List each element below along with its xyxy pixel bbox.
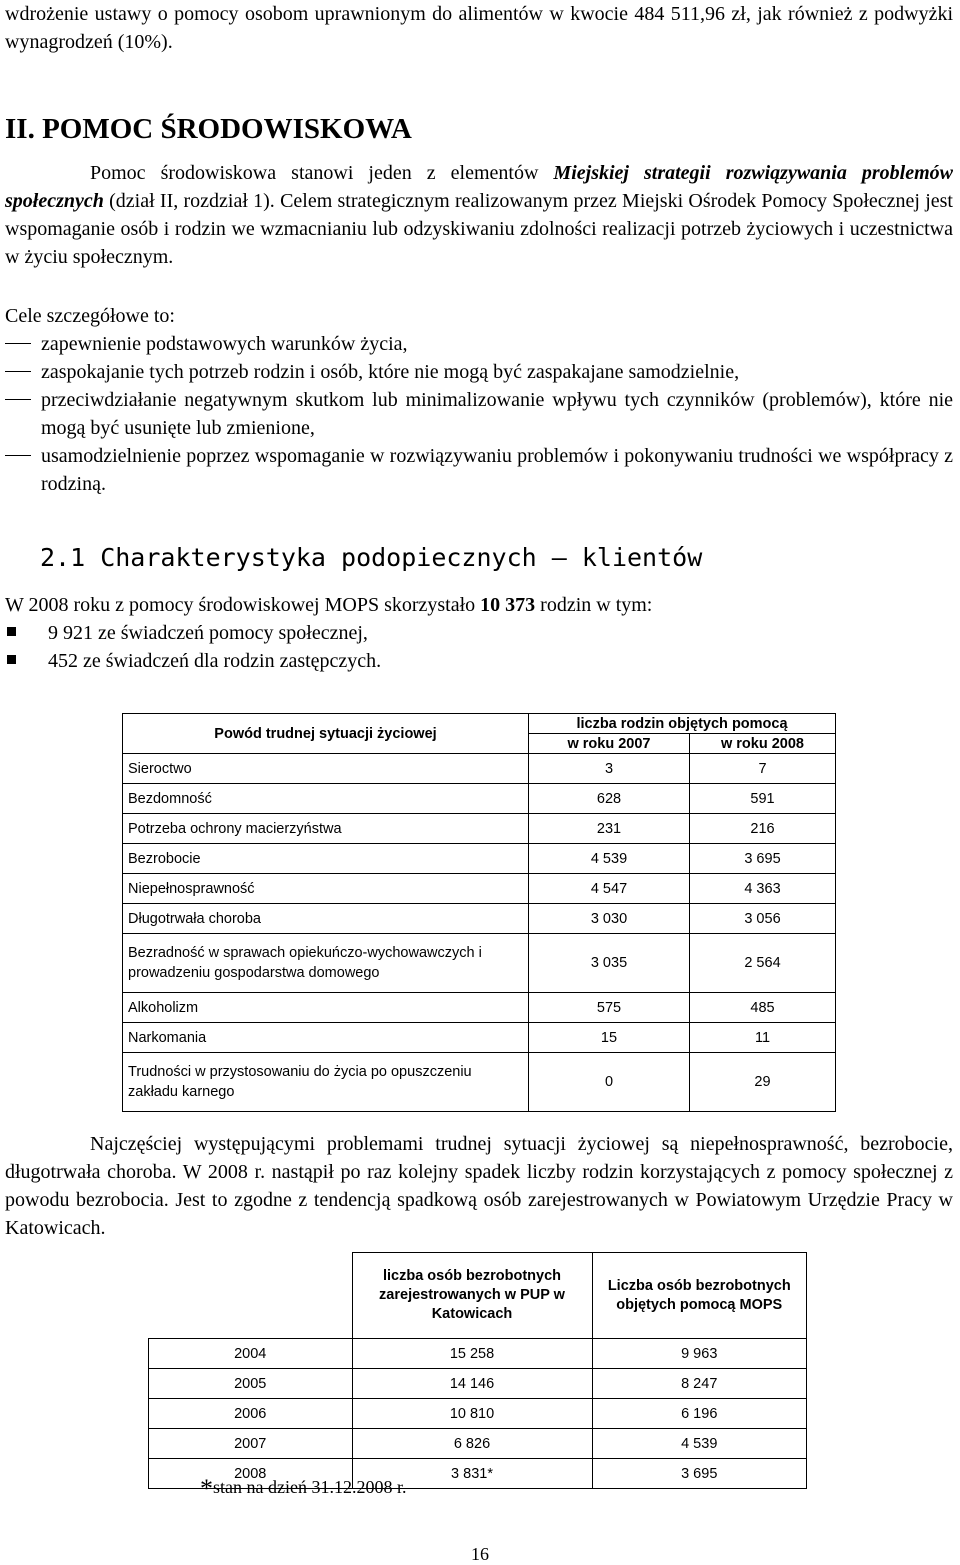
col-header-mops: Liczba osób bezrobotnych objętych pomocą MOPS bbox=[592, 1253, 807, 1339]
value-2008-cell: 216 bbox=[690, 814, 836, 844]
table-row bbox=[123, 874, 836, 904]
value-2008-cell: 3 056 bbox=[690, 904, 836, 934]
reason-cell: Trudności w przystosowaniu do życia po opuszczeniu zakładu karnego bbox=[123, 1053, 529, 1112]
value-2008-cell: 7 bbox=[690, 754, 836, 784]
table-row bbox=[123, 993, 836, 1023]
dash-bullet-icon bbox=[5, 371, 31, 372]
p1-text-a: Pomoc środowiskowa stanowi jeden z elementów bbox=[90, 162, 554, 184]
value-2007-cell: 4 547 bbox=[529, 874, 690, 904]
reason-cell: Bezrobocie bbox=[123, 844, 529, 874]
table-row bbox=[123, 934, 836, 993]
goal-item: zaspokajanie tych potrzeb rodzin i osób, które nie mogą być zaspakajane samodzielnie, bbox=[5, 358, 953, 386]
summary-bullets bbox=[5, 619, 953, 675]
value-2007-cell: 3 030 bbox=[529, 904, 690, 934]
table-row bbox=[149, 1399, 807, 1429]
unemployment-table bbox=[148, 1252, 807, 1489]
value-2008-cell: 2 564 bbox=[690, 934, 836, 993]
reason-cell: Alkoholizm bbox=[123, 993, 529, 1023]
dash-bullet-icon bbox=[5, 455, 31, 456]
value-2007-cell: 3 bbox=[529, 754, 690, 784]
pup-cell: 15 258 bbox=[352, 1339, 592, 1369]
mops-cell: 9 963 bbox=[592, 1339, 807, 1369]
year-cell: 2004 bbox=[149, 1339, 353, 1369]
table-row bbox=[123, 1023, 836, 1053]
table-row bbox=[123, 754, 836, 784]
year-cell: 2005 bbox=[149, 1369, 353, 1399]
reason-cell: Bezradność w sprawach opiekuńczo-wychowawczych i prowadzeniu gospodarstwa domowego bbox=[123, 934, 529, 993]
section-2-paragraph bbox=[5, 159, 953, 271]
goals-intro: Cele szczegółowe to: bbox=[5, 305, 175, 327]
value-2008-cell: 4 363 bbox=[690, 874, 836, 904]
problems-paragraph: Najczęściej występującymi problemami trudnej sytuacji życiowej są niepełnosprawność, bezrobocie, długotrwała choroba. W 2008 r. nastąpił po raz kolejny spadek liczby rodzin korzystających z pomocy społecznej z powodu bezrobocia. Jest to zgodne z tendencją spadkową osób zarejestrowanych w Powiatowym Urzędzie Pracy w Katowicach. bbox=[5, 1133, 953, 1239]
mops-cell: 8 247 bbox=[592, 1369, 807, 1399]
reason-cell: Niepełnosprawność bbox=[123, 874, 529, 904]
goals-list bbox=[5, 330, 953, 498]
footnote-star: * bbox=[200, 1474, 213, 1503]
summary-line: W 2008 roku z pomocy środowiskowej MOPS skorzystało 10 373 rodzin w tym: bbox=[5, 594, 653, 616]
table-row bbox=[149, 1339, 807, 1369]
value-2008-cell: 3 695 bbox=[690, 844, 836, 874]
value-2007-cell: 4 539 bbox=[529, 844, 690, 874]
table-row bbox=[123, 784, 836, 814]
section-2-heading bbox=[5, 111, 412, 147]
footnote bbox=[200, 1475, 406, 1501]
table-row bbox=[123, 844, 836, 874]
section-2-1-heading: 2.1 Charakterystyka podopiecznych – klientów bbox=[40, 543, 703, 572]
value-2008-cell: 485 bbox=[690, 993, 836, 1023]
summary-bullet-item: 9 921 ze świadczeń pomocy społecznej, bbox=[5, 619, 953, 647]
reasons-table bbox=[122, 713, 836, 1112]
year-cell: 2007 bbox=[149, 1429, 353, 1459]
reasons-table-body bbox=[123, 754, 836, 1112]
col-header-2008: w roku 2008 bbox=[690, 734, 836, 754]
year-cell: 2006 bbox=[149, 1399, 353, 1429]
col-header-reason: Powód trudnej sytuacji życiowej bbox=[123, 714, 529, 754]
pup-cell: 3 831* bbox=[352, 1459, 592, 1489]
reason-cell: Potrzeba ochrony macierzyństwa bbox=[123, 814, 529, 844]
section-2-title: II. POMOC ŚRODOWISKOWA bbox=[5, 113, 412, 145]
value-2008-cell: 11 bbox=[690, 1023, 836, 1053]
value-2007-cell: 3 035 bbox=[529, 934, 690, 993]
pup-cell: 10 810 bbox=[352, 1399, 592, 1429]
value-2007-cell: 628 bbox=[529, 784, 690, 814]
year-cell: 2008 bbox=[149, 1459, 353, 1489]
goal-item: przeciwdziałanie negatywnym skutkom lub minimalizowanie wpływu tych czynników (problemów), które nie mogą być usunięte lub zmienione, bbox=[5, 386, 953, 442]
table-row bbox=[149, 1369, 807, 1399]
intro-tail-paragraph bbox=[5, 0, 953, 56]
mops-cell: 3 695 bbox=[592, 1459, 807, 1489]
value-2007-cell: 0 bbox=[529, 1053, 690, 1112]
reason-cell: Bezdomność bbox=[123, 784, 529, 814]
summary-bullet-item: 452 ze świadczeń dla rodzin zastępczych. bbox=[5, 647, 953, 675]
goal-item: usamodzielnienie poprzez wspomaganie w rozwiązywaniu problemów i pokonywaniu trudności we współpracy z rodziną. bbox=[5, 442, 953, 498]
col-header-group: liczba rodzin objętych pomocą bbox=[529, 714, 836, 734]
goal-item: zapewnienie podstawowych warunków życia, bbox=[5, 330, 953, 358]
clients-summary bbox=[5, 591, 953, 675]
unemployment-table-body bbox=[149, 1339, 807, 1489]
value-2008-cell: 29 bbox=[690, 1053, 836, 1112]
reason-cell: Narkomania bbox=[123, 1023, 529, 1053]
square-bullet-icon bbox=[7, 627, 16, 636]
p1-text-c: (dział II, rozdział 1). Celem strategicznym realizowanym przez Miejski Ośrodek Pomocy Społecznej jest wspomaganie osób i rodzin we wzmacnianiu lub odzyskiwaniu zdolności realizacji potrzeb życiowych i uczestnictwa w życiu społecznym. bbox=[5, 190, 953, 268]
dash-bullet-icon bbox=[5, 343, 31, 344]
summary-total: 10 373 bbox=[480, 594, 536, 616]
table-row bbox=[123, 814, 836, 844]
intro-tail-text: wdrożenie ustawy o pomocy osobom uprawnionym do alimentów w kwocie 484 511,96 zł, jak również z podwyżki wynagrodzeń (10%). bbox=[5, 3, 953, 53]
page-number: 16 bbox=[471, 1544, 489, 1564]
col-header-2007: w roku 2007 bbox=[529, 734, 690, 754]
value-2007-cell: 231 bbox=[529, 814, 690, 844]
square-bullet-icon bbox=[7, 655, 16, 664]
pup-cell: 14 146 bbox=[352, 1369, 592, 1399]
p1-strategy-name: Miejskiej strategii rozwiązywania problemów społecznych bbox=[5, 162, 953, 212]
value-2008-cell: 591 bbox=[690, 784, 836, 814]
mops-cell: 4 539 bbox=[592, 1429, 807, 1459]
col-header-pup: liczba osób bezrobotnych zarejestrowanych w PUP w Katowicach bbox=[352, 1253, 592, 1339]
pup-cell: 6 826 bbox=[352, 1429, 592, 1459]
value-2007-cell: 15 bbox=[529, 1023, 690, 1053]
value-2007-cell: 575 bbox=[529, 993, 690, 1023]
dash-bullet-icon bbox=[5, 399, 31, 400]
table-row bbox=[123, 904, 836, 934]
empty-corner-cell bbox=[149, 1253, 353, 1339]
table-row bbox=[149, 1429, 807, 1459]
reason-cell: Sieroctwo bbox=[123, 754, 529, 784]
goals-section bbox=[5, 302, 953, 498]
reason-cell: Długotrwała choroba bbox=[123, 904, 529, 934]
table-row bbox=[123, 1053, 836, 1112]
footnote-text: stan na dzień 31.12.2008 r. bbox=[213, 1477, 407, 1497]
mops-cell: 6 196 bbox=[592, 1399, 807, 1429]
